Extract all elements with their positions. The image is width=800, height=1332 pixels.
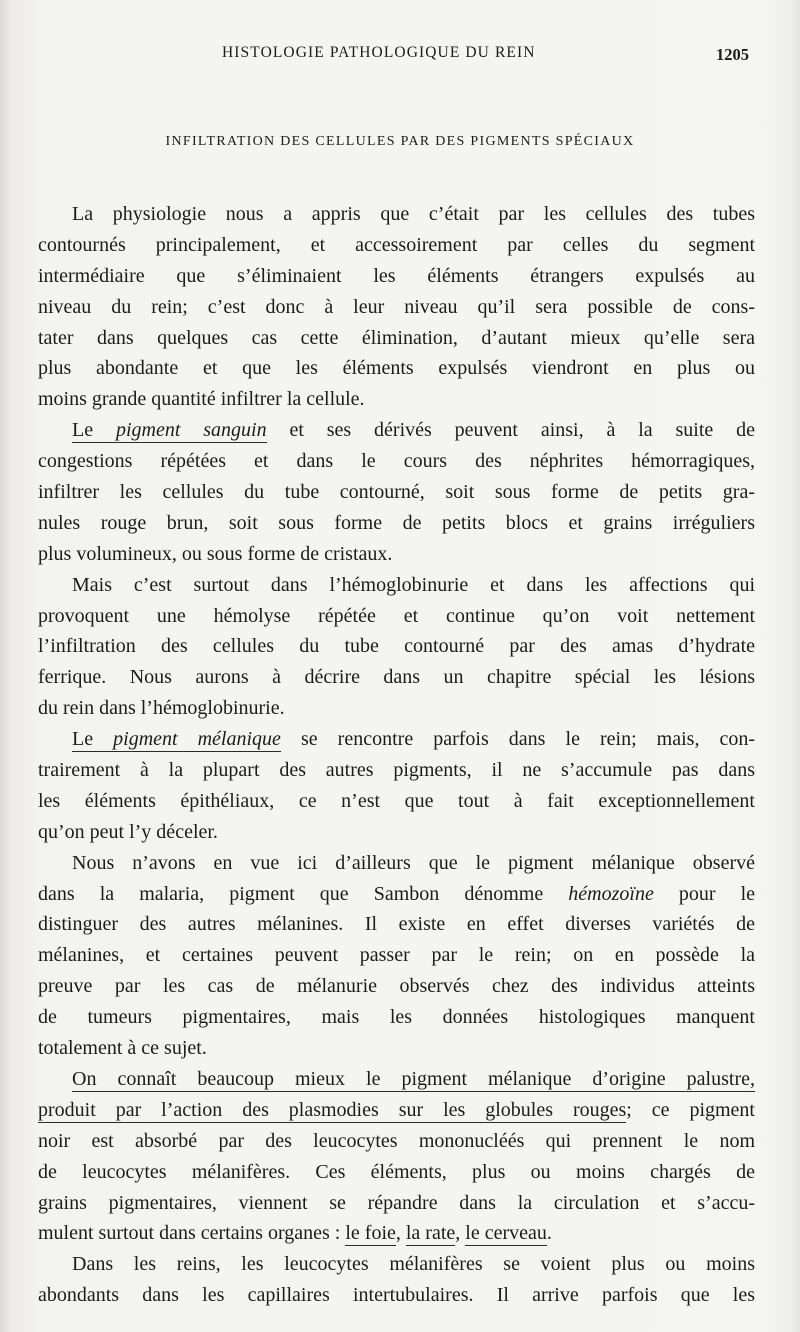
underlined-phrase: le cerveau — [465, 1222, 547, 1245]
running-title: HISTOLOGIE PATHOLOGIQUE DU REIN — [222, 44, 536, 61]
text-line: totalement à ce sujet. — [38, 1037, 207, 1060]
underlined-phrase: Le pigment mélanique — [72, 728, 281, 751]
page-number: 1205 — [716, 45, 749, 64]
text-line: Mais c’est surtout dans l’hémoglobinurie et dans les affections qui — [72, 573, 755, 596]
text-line: les éléments épithéliaux, ce n’est que tout à fait exceptionnellement — [38, 789, 755, 812]
text-line: abondants dans les capillaires intertubulaires. Il arrive parfois que les — [38, 1284, 755, 1307]
text-line: ferrique. Nous aurons à décrire dans un chapitre spécial les lésions — [38, 666, 755, 689]
underlined-phrase: produit par l’action des plasmodies sur les globules rouges — [38, 1098, 627, 1121]
text-line: mélanines, et certaines peuvent passer par le rein; on en possède la — [38, 944, 755, 967]
underlined-phrase: la rate — [405, 1222, 456, 1245]
running-head — [0, 44, 800, 68]
text-line: trairement à la plupart des autres pigments, il ne s’accumule pas dans — [38, 759, 755, 782]
underlined-phrase: Le pigment sanguin — [72, 419, 267, 442]
section-title: INFILTRATION DES CELLULES PAR DES PIGMENTS SPÉCIAUX — [165, 134, 635, 149]
underlined-phrase: On connaît beaucoup mieux le pigment mélanique d’origine palustre, — [72, 1067, 755, 1090]
text-line: intermédiaire que s’éliminaient les éléments étrangers expulsés au — [38, 264, 755, 287]
text-line: plus volumineux, ou sous forme de cristaux. — [38, 542, 393, 565]
text-line: l’infiltration des cellules du tube contourné par des amas d’hydrate — [38, 635, 755, 658]
text-line: Le pigment mélanique se rencontre parfois dans le rein; mais, con- — [72, 728, 756, 751]
text-line: congestions répétées et dans le cours des néphrites hémorragiques, — [38, 450, 755, 473]
italic-term: pigment mélanique — [113, 728, 281, 751]
text-line: contournés principalement, et accessoirement par celles du segment — [38, 233, 755, 256]
text-line: produit par l’action des plasmodies sur les globules rouges; ce pigment — [38, 1098, 755, 1121]
italic-term: hémozoïne — [568, 882, 654, 905]
underlined-phrase: le foie — [345, 1222, 396, 1245]
text-line: provoquent une hémolyse répétée et continue qu’on voit nettement — [38, 604, 755, 627]
text-line: tater dans quelques cas cette élimination, d’autant mieux qu’elle sera — [38, 326, 755, 349]
text-line: de leucocytes mélanifères. Ces éléments, plus ou moins chargés de — [38, 1160, 755, 1183]
text-line: dans la malaria, pigment que Sambon dénomme hémozoïne pour le — [38, 882, 756, 905]
text-line: distinguer des autres mélanines. Il existe en effet diverses variétés de — [38, 913, 755, 936]
text-line: du rein dans l’hémoglobinurie. — [38, 697, 285, 720]
text-line: La physiologie nous a appris que c’était par les cellules des tubes — [72, 203, 755, 225]
text-line: plus abondante et que les éléments expulsés viendront en plus ou — [38, 357, 755, 380]
italic-term: pigment sanguin — [115, 419, 267, 442]
text-line: noir est absorbé par des leucocytes mononucléés qui prennent le nom — [38, 1129, 755, 1152]
text-line: niveau du rein; c’est donc à leur niveau qu’il sera possible de cons- — [38, 295, 755, 318]
text-line: Nous n’avons en vue ici d’ailleurs que le pigment mélanique observé — [72, 851, 755, 874]
text-line: nules rouge brun, soit sous forme de petits blocs et grains irréguliers — [38, 511, 755, 534]
body-text — [38, 199, 755, 1311]
text-line: preuve par les cas de mélanurie observés chez des individus atteints — [38, 975, 755, 998]
text-line: mulent surtout dans certains organes : le foie, la rate, le cerveau. — [38, 1222, 552, 1245]
text-line: grains pigmentaires, viennent se répandre dans la circulation et s’accu- — [38, 1191, 755, 1214]
text-line: de tumeurs pigmentaires, mais les données histologiques manquent — [38, 1006, 755, 1029]
text-line: Le pigment sanguin et ses dérivés peuvent ainsi, à la suite de — [72, 419, 755, 442]
text-line — [38, 1064, 755, 1095]
text-line: qu’on peut l’y déceler. — [38, 820, 218, 843]
text-line: infiltrer les cellules du tube contourné, soit sous forme de petits gra- — [38, 481, 755, 504]
text-line: moins grande quantité infiltrer la cellule. — [38, 388, 365, 411]
text-line: Dans les reins, les leucocytes mélanifères se voient plus ou moins — [72, 1253, 755, 1276]
